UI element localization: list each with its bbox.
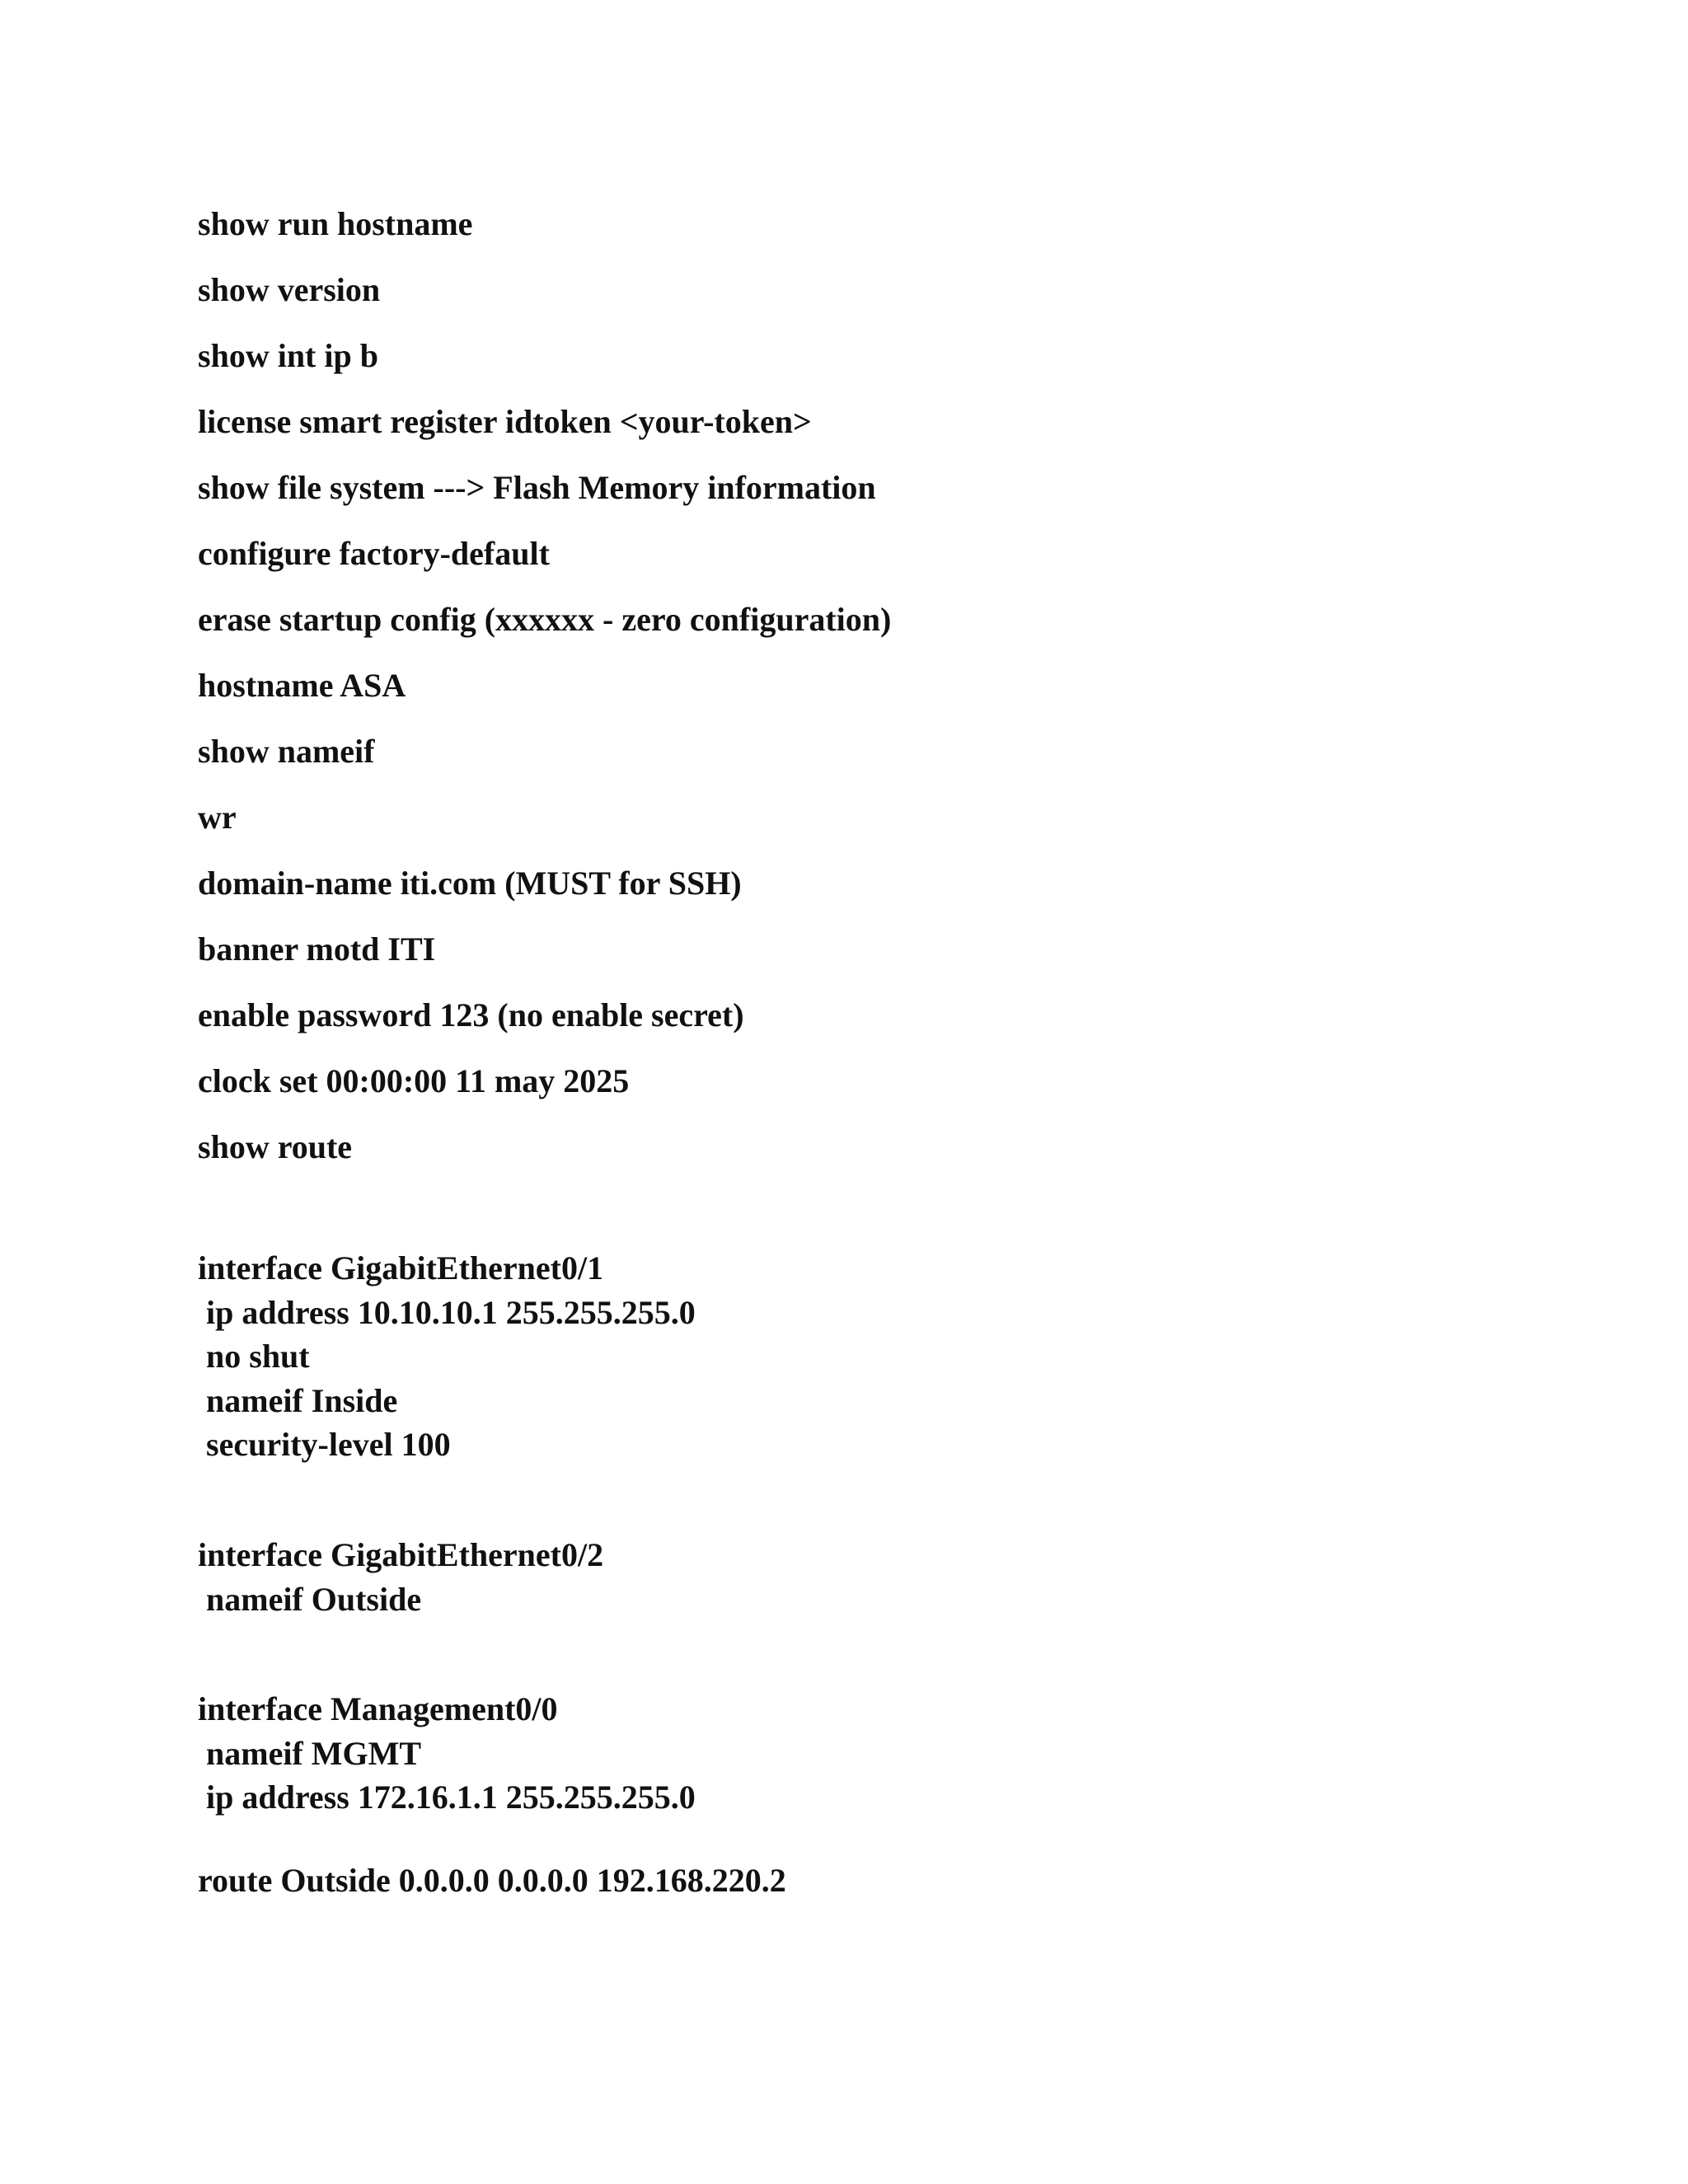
command-line: erase startup config (xxxxxx - zero configuration) (198, 601, 892, 638)
command-line: show version (198, 271, 381, 308)
interface-header: interface GigabitEthernet0/1 (198, 1249, 604, 1286)
command-line: configure factory-default (198, 535, 550, 572)
interface-header: interface Management0/0 (198, 1690, 558, 1727)
route-block (198, 1858, 786, 1903)
command-line: show run hostname (198, 205, 473, 242)
command-line: banner motd ITI (198, 930, 436, 968)
interface-config-line: nameif Outside (198, 1580, 422, 1618)
interface-config-line: nameif Inside (198, 1381, 398, 1419)
command-line: clock set 00:00:00 11 may 2025 (198, 1062, 630, 1099)
command-line: show int ip b (198, 337, 378, 374)
interface-config-line: nameif MGMT (198, 1734, 422, 1772)
command-line: show file system ---> Flash Memory information (198, 469, 876, 506)
command-line: show route (198, 1128, 353, 1165)
interface-config-line: ip address 10.10.10.1 255.255.255.0 (198, 1293, 696, 1331)
interface-config-line: security-level 100 (198, 1426, 451, 1463)
command-list (198, 191, 891, 1180)
command-line: enable password 123 (no enable secret) (198, 996, 744, 1033)
command-line: wr (198, 799, 237, 836)
command-line: license smart register idtoken <your-token> (198, 403, 812, 440)
interface-header: interface GigabitEthernet0/2 (198, 1536, 604, 1573)
command-line: domain-name iti.com (MUST for SSH) (198, 865, 742, 902)
interface-config-line: ip address 172.16.1.1 255.255.255.0 (198, 1779, 696, 1816)
interface-config-line: no shut (198, 1338, 310, 1375)
interface-block-management0-0 (198, 1687, 696, 1820)
command-line: show nameif (198, 733, 375, 770)
command-line: hostname ASA (198, 667, 406, 704)
interface-block-gigabitethernet0-2 (198, 1533, 603, 1621)
interface-block-gigabitethernet0-1 (198, 1246, 696, 1467)
route-command: route Outside 0.0.0.0 0.0.0.0 192.168.220.2 (198, 1862, 786, 1899)
